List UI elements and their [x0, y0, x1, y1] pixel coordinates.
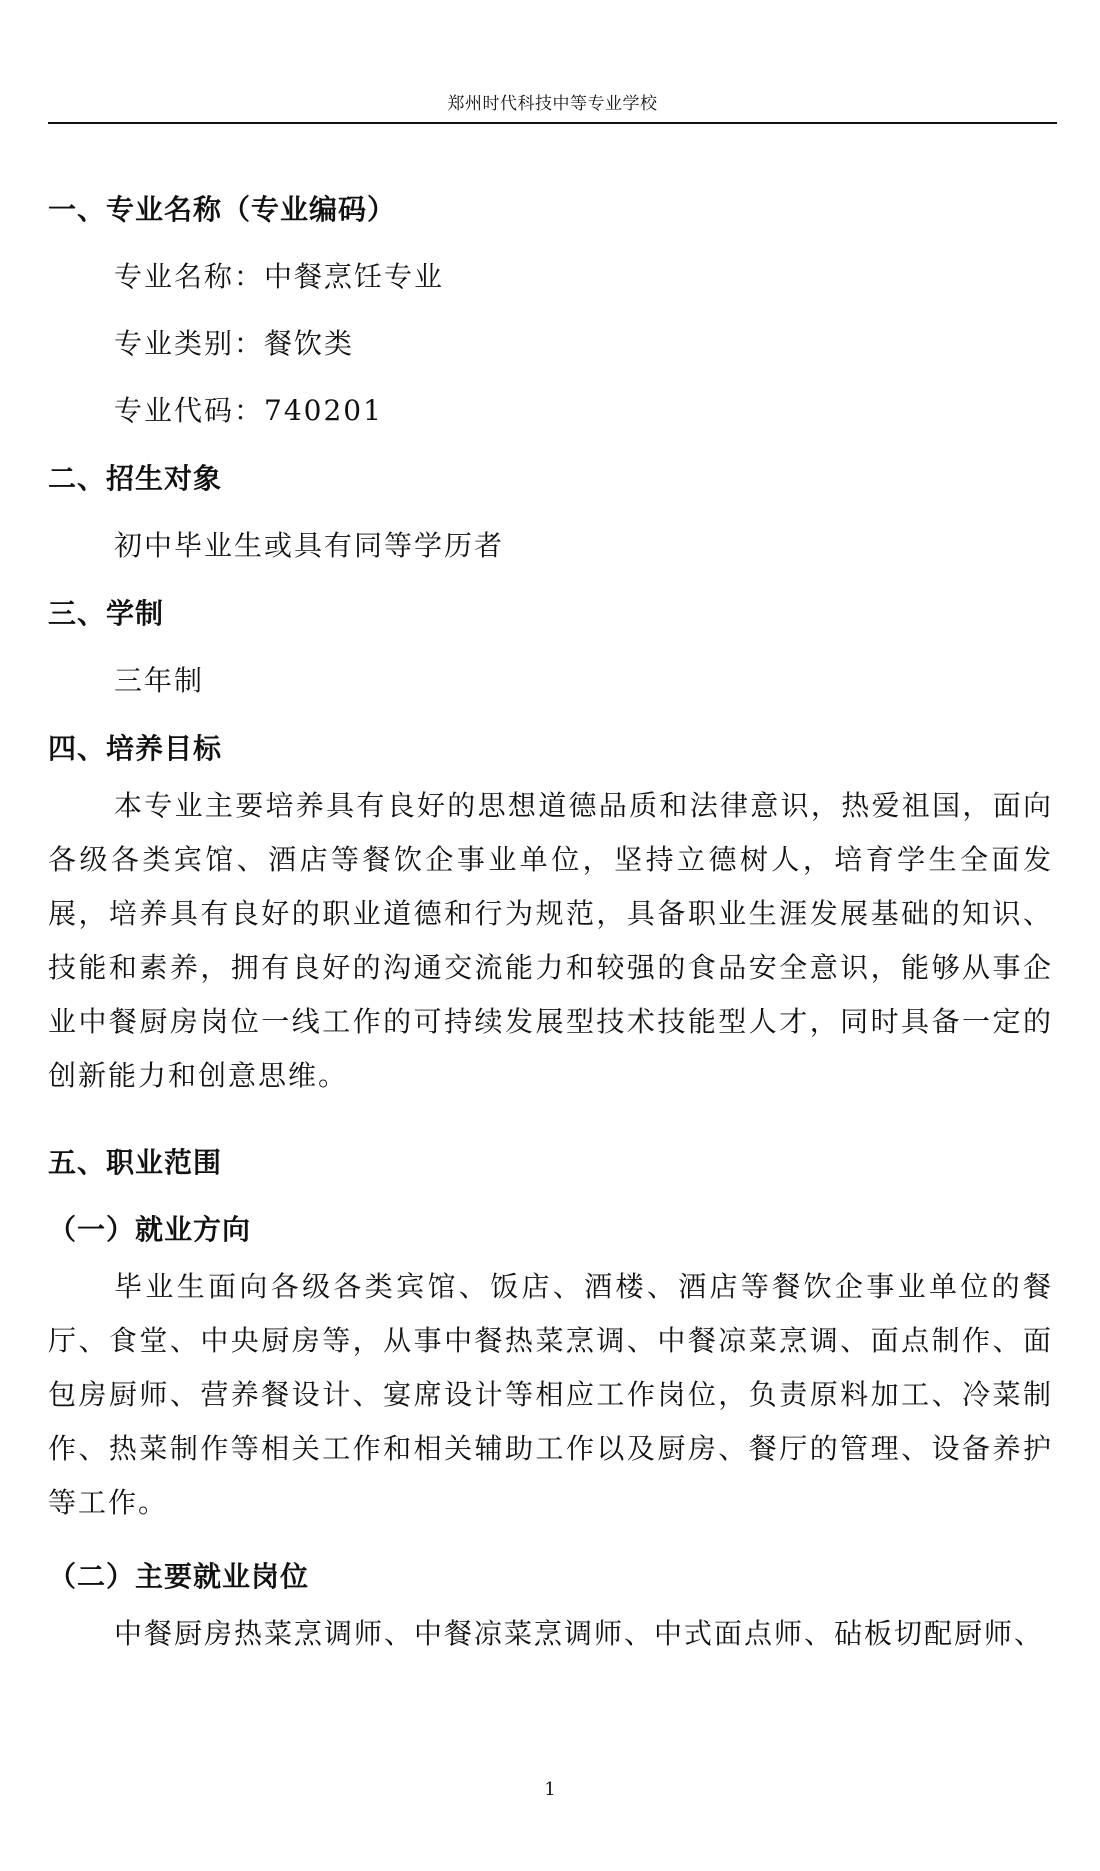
subsection-heading-employment-direction: （一）就业方向	[48, 1213, 252, 1246]
page-number: 1	[544, 1779, 556, 1800]
study-duration: 三年制	[114, 664, 205, 697]
main-positions-paragraph: 中餐厨房热菜烹调师、中餐凉菜烹调师、中式面点师、砧板切配厨师、	[114, 1617, 1045, 1650]
section-heading-duration: 三、学制	[48, 597, 165, 630]
major-code: 专业代码：740201	[114, 394, 383, 427]
section-heading-career: 五、职业范围	[48, 1146, 223, 1179]
page-header: 郑州时代科技中等专业学校	[447, 94, 658, 114]
employment-direction-paragraph: 毕业生面向各级各类宾馆、饭店、酒楼、酒店等餐饮企事业单位的餐厅、食堂、中央厨房等，从事中餐热菜烹调、中餐凉菜烹调、面点制作、面包房厨师、营养餐设计、宴席设计等相应工作岗位，负责原料加工、冷菜制作、热菜制作等相关工作和相关辅助工作以及厨房、餐厅的管理、设备养护等工作。	[48, 1270, 1053, 1519]
enrollment-target: 初中毕业生或具有同等学历者	[114, 529, 505, 562]
document-body	[48, 190, 1053, 1661]
subsection-heading-main-positions: （二）主要就业岗位	[48, 1560, 310, 1593]
major-category: 专业类别：餐饮类	[114, 327, 355, 360]
section-heading-objectives: 四、培养目标	[48, 732, 223, 765]
section-heading-enrollment: 二、招生对象	[48, 462, 223, 495]
section-heading-major: 一、专业名称（专业编码）	[48, 193, 397, 226]
header-rule	[48, 122, 1057, 124]
major-name: 专业名称：中餐烹饪专业	[114, 260, 445, 293]
training-objectives-paragraph: 本专业主要培养具有良好的思想道德品质和法律意识，热爱祖国，面向各级各类宾馆、酒店等餐饮企事业单位，坚持立德树人，培育学生全面发展，培养具有良好的职业道德和行为规范，具备职业生涯发展基础的知识、技能和素养，拥有良好的沟通交流能力和较强的食品安全意识，能够从事企业中餐厨房岗位一线工作的可持续发展型技术技能型人才，同时具备一定的创新能力和创意思维。	[48, 789, 1053, 1092]
